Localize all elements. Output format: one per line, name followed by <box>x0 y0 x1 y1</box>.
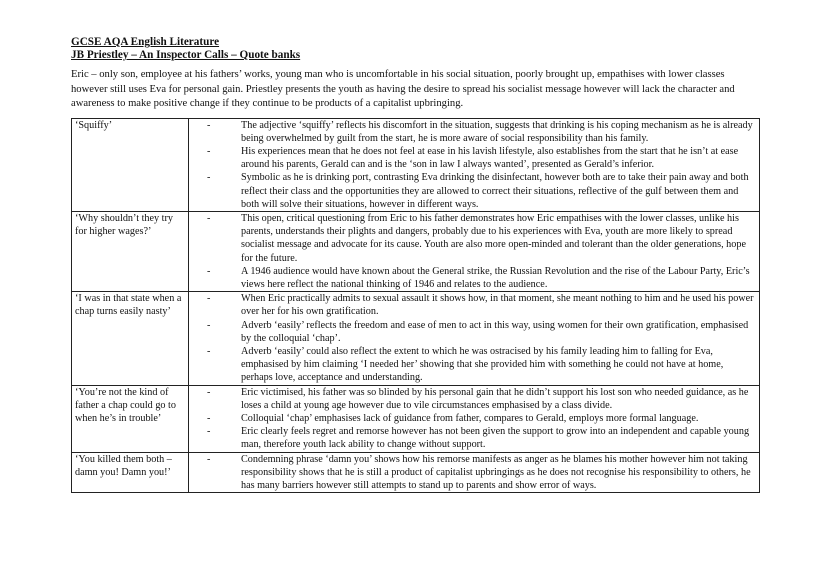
quote-row <box>72 211 760 291</box>
bullet-dash: - <box>207 453 211 465</box>
analysis-point <box>192 412 757 425</box>
analysis-point <box>192 319 757 345</box>
analysis-cell <box>189 211 760 291</box>
analysis-text: Condemning phrase ‘damn you’ shows how his remorse manifests as anger as he blames his mother however him not taking responsibility shows that he is still a product of capitalist upbringings as he does not recognise his responsibility to others, he has many barriers however still attempts to stand up to parents and show error of ways. <box>241 453 751 491</box>
analysis-list <box>192 212 757 291</box>
bullet-dash: - <box>207 345 211 357</box>
bullet-dash: - <box>207 265 211 277</box>
analysis-text: Adverb ‘easily’ could also reflect the extent to which he was ostracised by his family leading him to falling for Eva, emphasised by him claiming ‘I needed her’ showing that she provided him with something he could not have at home, perhaps love, acceptance and understanding. <box>241 345 724 384</box>
analysis-point <box>192 292 757 318</box>
bullet-dash: - <box>207 412 211 424</box>
document-title: GCSE AQA English Literature <box>71 36 220 48</box>
document-subtitle: JB Priestley – An Inspector Calls – Quote banks <box>71 49 301 61</box>
analysis-cell <box>189 118 760 211</box>
quote-row <box>72 118 760 211</box>
bullet-dash: - <box>207 172 211 184</box>
analysis-list <box>192 292 757 384</box>
analysis-list <box>192 386 757 452</box>
analysis-list <box>192 453 757 493</box>
analysis-cell <box>189 385 760 452</box>
bullet-dash: - <box>207 119 211 131</box>
analysis-text: When Eric practically admits to sexual assault it shows how, in that moment, she meant nothing to him and he used his power over her for his own gratification. <box>241 293 754 318</box>
analysis-point <box>192 265 757 291</box>
quote-text: ‘Why shouldn’t they try for higher wages?’ <box>72 211 189 291</box>
document-page <box>71 36 761 493</box>
analysis-text: Eric victimised, his father was so blinded by his personal gain that he didn’t support his lost son who needed guidance, as he loses a child at young age however due to vile circumstances emphasised by a class divide. <box>241 386 749 411</box>
quote-text: ‘You killed them both – damn you! Damn you!’ <box>72 452 189 493</box>
analysis-cell <box>189 452 760 493</box>
bullet-dash: - <box>207 386 211 398</box>
analysis-point <box>192 212 757 265</box>
quote-bank-table <box>71 118 760 494</box>
analysis-point <box>192 386 757 412</box>
quote-text: ‘You’re not the kind of father a chap could go to when he’s in trouble’ <box>72 385 189 452</box>
bullet-dash: - <box>207 145 211 157</box>
analysis-text: A 1946 audience would have known about the General strike, the Russian Revolution and the rise of the Labour Party, Eric’s views here reflect the national thinking of 1946 and relates to the audience. <box>241 265 750 290</box>
analysis-point <box>192 171 757 211</box>
analysis-cell <box>189 292 760 385</box>
analysis-point <box>192 145 757 171</box>
analysis-text: This open, critical questioning from Eric to his father demonstrates how Eric empathises with the lower classes, unlike his parents, understands their plights and dangers, probably due to his experiences with Eva, youth are more likely to spread socialist message and advocate for its cause. Youth are also more open-minded and tolerant than the older generations, hope for the future. <box>241 212 746 264</box>
analysis-text: His experiences mean that he does not feel at ease in his lavish lifestyle, also establishes from the start that he isn’t at ease around his parents, Gerald can and is the ‘son in law I always wanted’, presented as Gerald’s inferior. <box>241 145 739 171</box>
analysis-text: Colloquial ‘chap’ emphasises lack of guidance from father, compares to Gerald, employs more formal language. <box>241 412 699 424</box>
analysis-text: The adjective ‘squiffy’ reflects his discomfort in the situation, suggests that drinking is his coping mechanism as he is already being overwhelmed by guilt from the start, he is more aware of social responsibility than his family. <box>241 119 753 144</box>
bullet-dash: - <box>207 293 211 305</box>
quote-text: ‘I was in that state when a chap turns easily nasty’ <box>72 292 189 385</box>
bullet-dash: - <box>207 212 211 224</box>
analysis-text: Eric clearly feels regret and remorse however has not been given the support to grow into an independent and capable young man, therefore youth lack ability to change without support. <box>241 426 750 451</box>
analysis-text: Symbolic as he is drinking port, contrasting Eva drinking the disinfectant, however both are to take their pain away and both reflect their class and the opportunities they are allowed to correct their situations, reflective of the gulf between them and both will solve their situations, however in different ways. <box>241 172 749 210</box>
character-intro: Eric – only son, employee at his fathers’ works, young man who is uncomfortable in his social situation, poorly brought up, empathises with lower classes however still uses Eva for personal gain. Priestley presents the youth as having the desire to spread his socialist message however will lack the character and awareness to make positive change if they continue to be products of a capitalist upbringing. <box>71 69 735 109</box>
quote-row <box>72 385 760 452</box>
analysis-list <box>192 119 757 211</box>
quote-row <box>72 452 760 493</box>
quote-text: ‘Squiffy’ <box>72 118 189 211</box>
bullet-dash: - <box>207 426 211 438</box>
analysis-point <box>192 425 757 451</box>
analysis-point <box>192 119 757 145</box>
analysis-point <box>192 345 757 385</box>
quote-row <box>72 292 760 385</box>
bullet-dash: - <box>207 319 211 331</box>
analysis-point <box>192 453 757 493</box>
analysis-text: Adverb ‘easily’ reflects the freedom and ease of men to act in this way, using women for their own gratification, emphasised by the colloquial ‘chap’. <box>241 319 749 344</box>
